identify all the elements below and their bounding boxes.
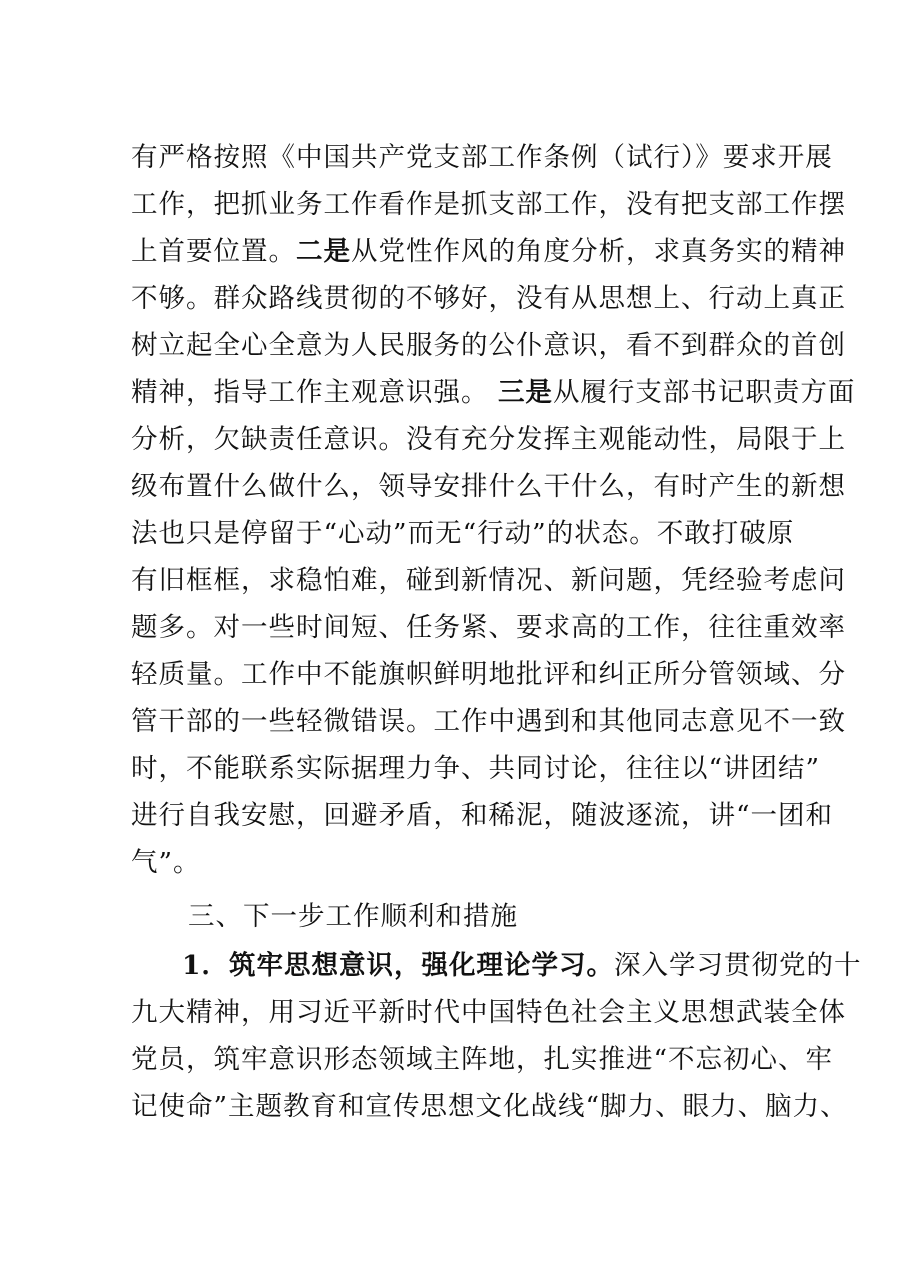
text-line: 气”。 bbox=[131, 847, 201, 878]
text-line: 分析，欠缺责任意识。没有充分发挥主观能动性，局限于上 bbox=[131, 424, 846, 455]
text-line: 工作，把抓业务工作看作是抓支部工作，没有把支部工作摆 bbox=[131, 189, 846, 220]
text-line: 树立起全心全意为人民服务的公仆意识，看不到群众的首创 bbox=[131, 330, 846, 361]
text-line: 记使命”主题教育和宣传思想文化战线“脚力、眼力、脑力、 bbox=[131, 1091, 848, 1122]
text-line: 有严格按照《中国共产党支部工作条例（试行）》要求开展 bbox=[131, 142, 833, 173]
text-line: 1．筑牢思想意识，强化理论学习。深入学习贯彻党的十 bbox=[182, 950, 862, 981]
text-line: 时，不能联系实际据理力争、共同讨论，往往以“讲团结” bbox=[131, 753, 821, 784]
text-line: 有旧框框，求稳怕难，碰到新情况、新问题，凭经验考虑问 bbox=[131, 565, 846, 596]
text-line: 九大精神，用习近平新时代中国特色社会主义思想武装全体 bbox=[131, 997, 846, 1028]
text-line: 法也只是停留于“心动”而无“行动”的状态。不敢打破原 bbox=[131, 518, 795, 549]
text-line: 精神，指导工作主观意识强。 三是从履行支部书记职责方面 bbox=[131, 377, 856, 408]
text-line: 轻质量。工作中不能旗帜鲜明地批评和纠正所分管领域、分 bbox=[131, 659, 846, 690]
section-heading: 三、下一步工作顺利和措施 bbox=[188, 901, 518, 932]
subsection-heading: 1．筑牢思想意识，强化理论学习。 bbox=[182, 950, 614, 981]
text-line: 管干部的一些轻微错误。工作中遇到和其他同志意见不一致 bbox=[131, 706, 846, 737]
text-line: 进行自我安慰，回避矛盾，和稀泥，随波逐流，讲“一团和 bbox=[131, 800, 834, 831]
text-line: 上首要位置。二是从党性作风的角度分析，求真务实的精神 bbox=[131, 236, 846, 267]
text-line: 不够。群众路线贯彻的不够好，没有从思想上、行动上真正 bbox=[131, 283, 846, 314]
emphasis-label: 三是 bbox=[497, 377, 553, 408]
text-line: 党员，筑牢意识形态领域主阵地，扎实推进“不忘初心、牢 bbox=[131, 1044, 834, 1075]
text-line: 题多。对一些时间短、任务紧、要求高的工作，往往重效率 bbox=[131, 612, 846, 643]
emphasis-label: 二是 bbox=[296, 236, 351, 267]
text-line: 级布置什么做什么，领导安排什么干什么，有时产生的新想 bbox=[131, 471, 846, 502]
